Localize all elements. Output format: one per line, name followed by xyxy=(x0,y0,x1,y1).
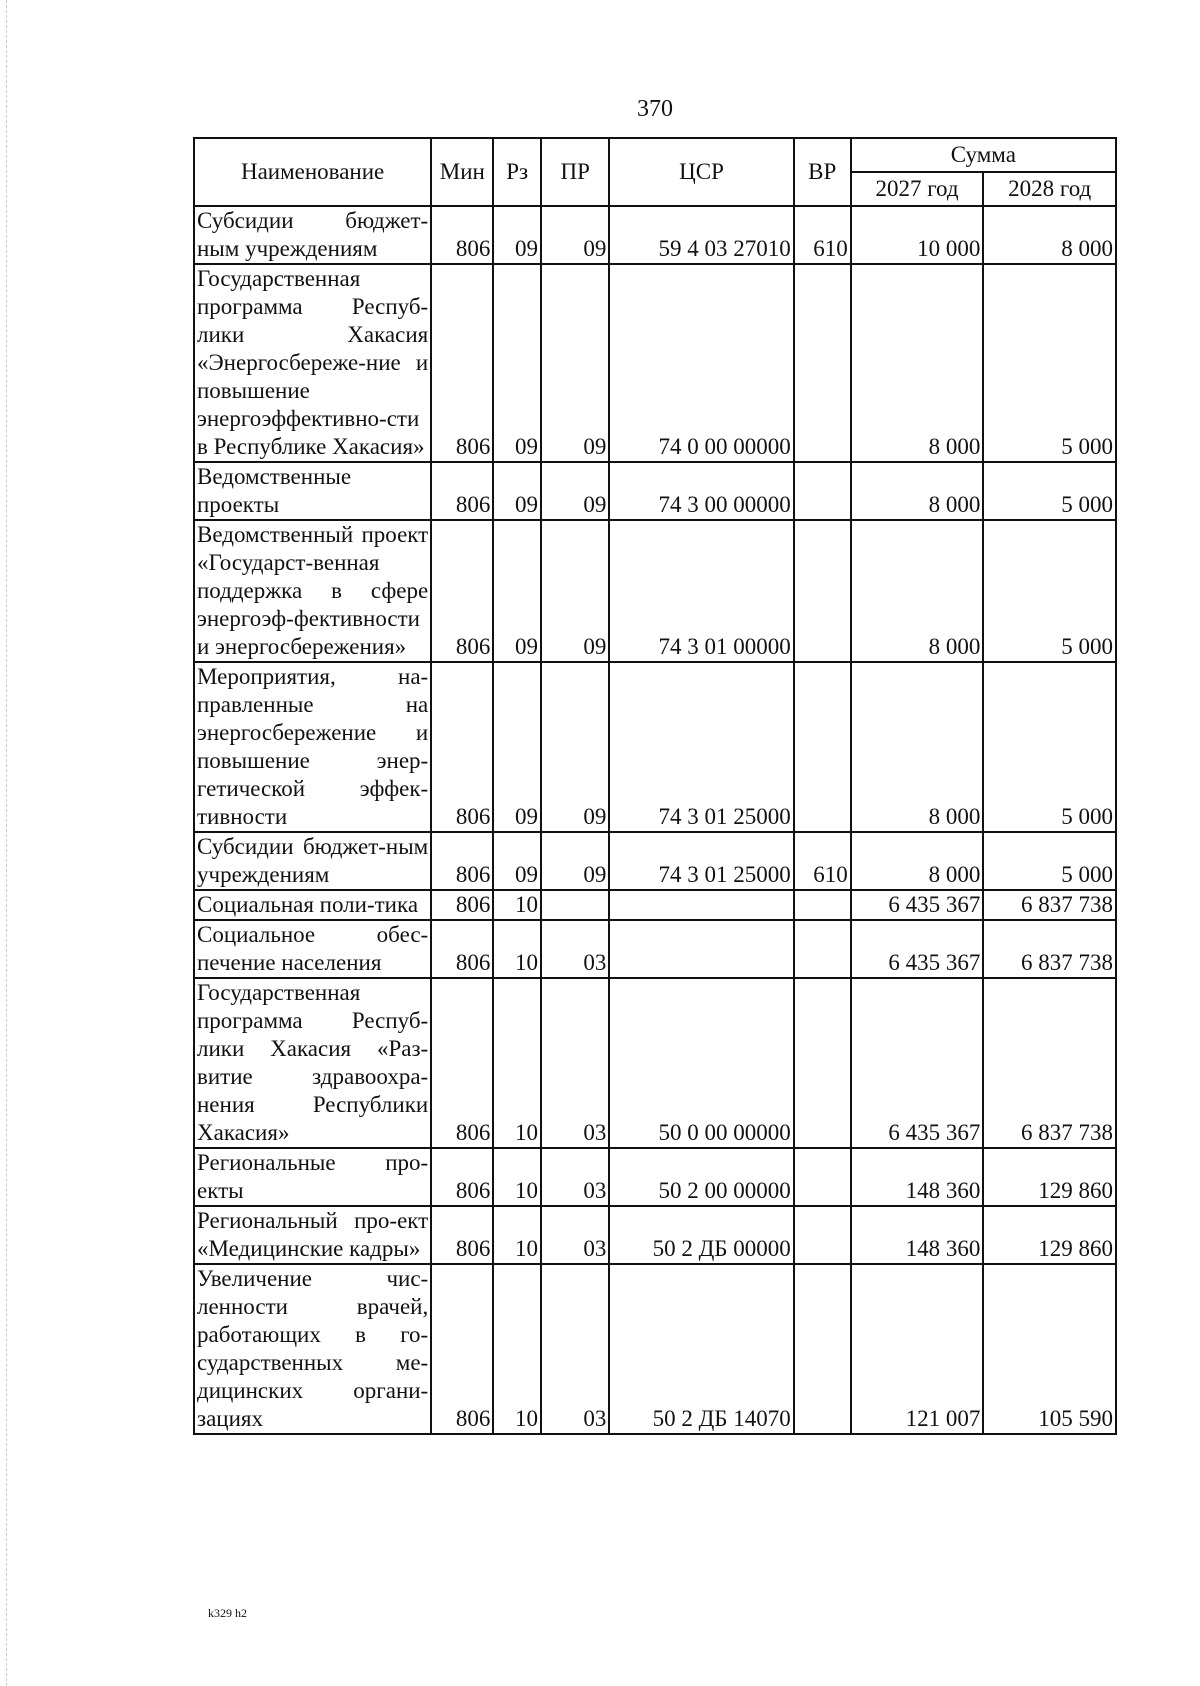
row-csr: 50 2 00 00000 xyxy=(609,1148,793,1206)
table-row xyxy=(194,520,1116,662)
row-name: Субсидии бюджет-ным учреждениям xyxy=(194,832,431,890)
row-sum-2027: 8 000 xyxy=(851,520,984,662)
row-min: 806 xyxy=(431,978,493,1148)
row-csr: 74 3 01 25000 xyxy=(609,662,793,832)
row-csr xyxy=(609,890,793,920)
row-vr xyxy=(794,978,851,1148)
scan-edge-line xyxy=(6,0,8,1686)
row-min: 806 xyxy=(431,832,493,890)
header-year-2027: 2027 год xyxy=(851,172,984,206)
table-row xyxy=(194,1264,1116,1434)
row-csr: 59 4 03 27010 xyxy=(609,206,793,264)
row-csr: 74 3 00 00000 xyxy=(609,462,793,520)
row-sum-2027: 148 360 xyxy=(851,1206,984,1264)
row-rz: 10 xyxy=(493,920,541,978)
table-row xyxy=(194,978,1116,1148)
header-min: Мин xyxy=(431,138,493,206)
row-sum-2027: 8 000 xyxy=(851,832,984,890)
row-vr xyxy=(794,462,851,520)
row-name: Мероприятия, на-правленные на энергосбережение и повышение энер-гетической эффек-тивности xyxy=(194,662,431,832)
table-body xyxy=(194,206,1116,1434)
row-pr: 03 xyxy=(541,1206,609,1264)
row-min: 806 xyxy=(431,1264,493,1434)
row-sum-2028: 129 860 xyxy=(983,1206,1116,1264)
row-pr: 03 xyxy=(541,920,609,978)
row-sum-2027: 121 007 xyxy=(851,1264,984,1434)
row-sum-2027: 8 000 xyxy=(851,264,984,462)
row-pr: 03 xyxy=(541,1264,609,1434)
row-min: 806 xyxy=(431,890,493,920)
table-row xyxy=(194,890,1116,920)
row-rz: 09 xyxy=(493,832,541,890)
row-name: Социальная поли-тика xyxy=(194,890,431,920)
row-pr: 03 xyxy=(541,978,609,1148)
row-vr xyxy=(794,264,851,462)
row-sum-2028: 5 000 xyxy=(983,662,1116,832)
row-csr: 50 2 ДБ 00000 xyxy=(609,1206,793,1264)
row-rz: 10 xyxy=(493,890,541,920)
row-rz: 10 xyxy=(493,1148,541,1206)
table-row xyxy=(194,832,1116,890)
row-pr: 09 xyxy=(541,206,609,264)
row-vr: 610 xyxy=(794,832,851,890)
table-row xyxy=(194,462,1116,520)
row-name: Увеличение чис-ленности врачей, работающих в го-сударственных ме-дицинских органи-зациях xyxy=(194,1264,431,1434)
row-min: 806 xyxy=(431,920,493,978)
table-row xyxy=(194,206,1116,264)
header-sum: Сумма xyxy=(851,138,1116,172)
row-sum-2028: 8 000 xyxy=(983,206,1116,264)
row-pr: 09 xyxy=(541,662,609,832)
row-vr xyxy=(794,662,851,832)
row-rz: 09 xyxy=(493,662,541,832)
row-sum-2028: 6 837 738 xyxy=(983,890,1116,920)
row-pr: 03 xyxy=(541,1148,609,1206)
row-pr: 09 xyxy=(541,462,609,520)
row-min: 806 xyxy=(431,1148,493,1206)
row-sum-2027: 8 000 xyxy=(851,462,984,520)
header-year-2028: 2028 год xyxy=(983,172,1116,206)
row-name: Ведомственный проект «Государст-венная поддержка в сфере энергоэф-фективности и энергосбережения» xyxy=(194,520,431,662)
row-vr xyxy=(794,520,851,662)
row-csr: 74 0 00 00000 xyxy=(609,264,793,462)
row-rz: 10 xyxy=(493,1206,541,1264)
row-name: Социальное обес-печение населения xyxy=(194,920,431,978)
row-name: Региональный про-ект «Медицинские кадры» xyxy=(194,1206,431,1264)
row-csr xyxy=(609,920,793,978)
row-min: 806 xyxy=(431,206,493,264)
row-pr: 09 xyxy=(541,264,609,462)
row-rz: 09 xyxy=(493,520,541,662)
row-min: 806 xyxy=(431,662,493,832)
row-sum-2027: 6 435 367 xyxy=(851,978,984,1148)
table-header xyxy=(194,138,1116,206)
row-name: Субсидии бюджет- ным учреждениям xyxy=(194,206,431,264)
row-vr xyxy=(794,1206,851,1264)
table-row xyxy=(194,1148,1116,1206)
row-vr xyxy=(794,1148,851,1206)
row-min: 806 xyxy=(431,1206,493,1264)
table-row xyxy=(194,1206,1116,1264)
header-pr: ПР xyxy=(541,138,609,206)
row-rz: 09 xyxy=(493,462,541,520)
row-sum-2027: 6 435 367 xyxy=(851,920,984,978)
row-vr xyxy=(794,920,851,978)
row-rz: 10 xyxy=(493,1264,541,1434)
row-csr: 74 3 01 00000 xyxy=(609,520,793,662)
row-sum-2027: 8 000 xyxy=(851,662,984,832)
row-name: Региональные про-екты xyxy=(194,1148,431,1206)
footer-code: k329 h2 xyxy=(208,1606,247,1620)
row-sum-2028: 5 000 xyxy=(983,264,1116,462)
row-name: Государственная программа Респуб-лики Хакасия «Энергосбереже-ние и повышение энергоэффективно-сти в Республике Хакасия» xyxy=(194,264,431,462)
row-sum-2028: 5 000 xyxy=(983,462,1116,520)
row-sum-2027: 6 435 367 xyxy=(851,890,984,920)
row-vr xyxy=(794,1264,851,1434)
row-pr: 09 xyxy=(541,832,609,890)
row-rz: 09 xyxy=(493,264,541,462)
table-row xyxy=(194,920,1116,978)
row-sum-2028: 6 837 738 xyxy=(983,920,1116,978)
row-min: 806 xyxy=(431,462,493,520)
row-sum-2027: 148 360 xyxy=(851,1148,984,1206)
page-number: 370 xyxy=(637,96,673,122)
row-sum-2028: 6 837 738 xyxy=(983,978,1116,1148)
table-row xyxy=(194,662,1116,832)
row-csr: 50 0 00 00000 xyxy=(609,978,793,1148)
row-pr xyxy=(541,890,609,920)
row-pr: 09 xyxy=(541,520,609,662)
row-rz: 10 xyxy=(493,978,541,1148)
row-min: 806 xyxy=(431,264,493,462)
header-vr: ВР xyxy=(794,138,851,206)
row-vr: 610 xyxy=(794,206,851,264)
header-rz: Рз xyxy=(493,138,541,206)
header-name: Наименование xyxy=(194,138,431,206)
row-sum-2027: 10 000 xyxy=(851,206,984,264)
row-csr: 50 2 ДБ 14070 xyxy=(609,1264,793,1434)
row-min: 806 xyxy=(431,520,493,662)
row-sum-2028: 5 000 xyxy=(983,520,1116,662)
row-name: Ведомственные проекты xyxy=(194,462,431,520)
row-rz: 09 xyxy=(493,206,541,264)
row-name: Государственная программа Респуб-лики Хакасия «Раз-витие здравоохра-нения Республики Хакасия» xyxy=(194,978,431,1148)
budget-table xyxy=(193,137,1117,1435)
table-row xyxy=(194,264,1116,462)
header-csr: ЦСР xyxy=(609,138,793,206)
row-sum-2028: 129 860 xyxy=(983,1148,1116,1206)
row-sum-2028: 5 000 xyxy=(983,832,1116,890)
row-vr xyxy=(794,890,851,920)
row-csr: 74 3 01 25000 xyxy=(609,832,793,890)
row-sum-2028: 105 590 xyxy=(983,1264,1116,1434)
